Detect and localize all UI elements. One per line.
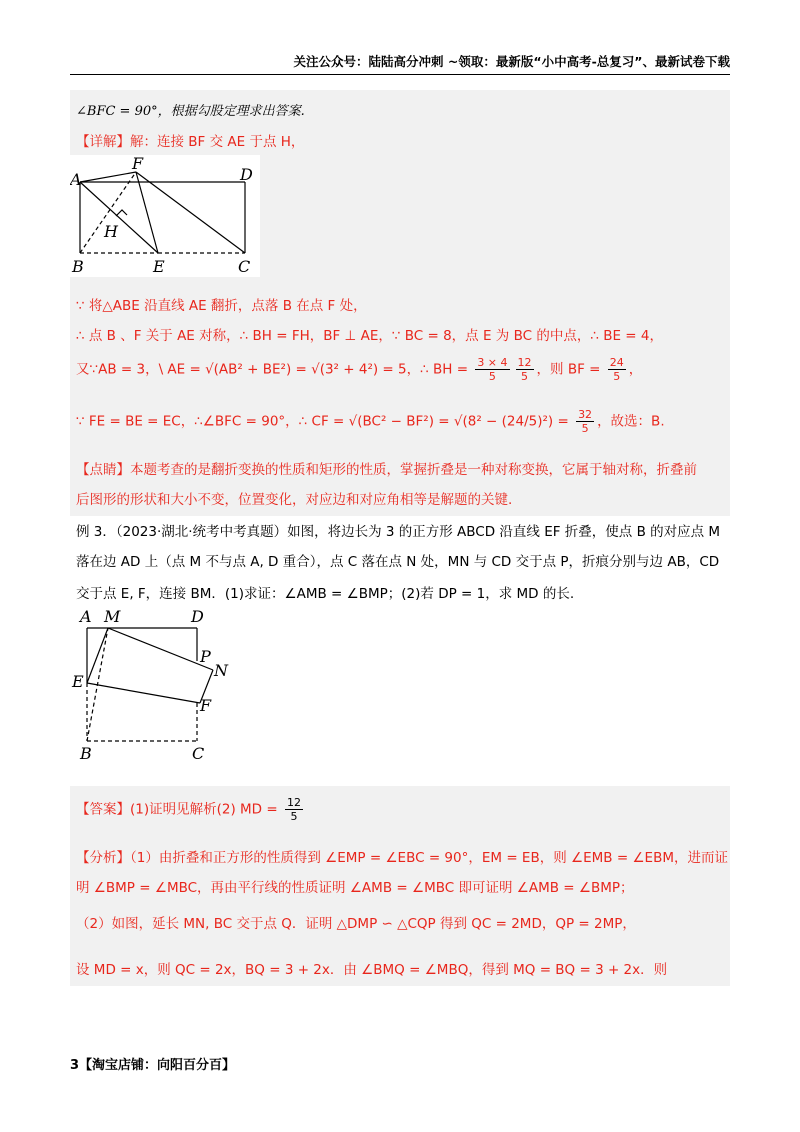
- fig1-label-f: F: [132, 155, 144, 173]
- fig1-label-d: D: [240, 165, 253, 184]
- fraction: $\frac{32}{5}$: [578, 408, 593, 435]
- text-line: ∠BFC = 90°，根据勾股定理求出答案.: [76, 104, 305, 119]
- text-line: [76, 408, 665, 435]
- fig2-label-d: D: [191, 607, 204, 626]
- fig1-label-a: A: [70, 170, 82, 189]
- analysis-line: 明 ∠BMP = ∠MBC，再由平行线的性质证明 ∠AMB = ∠MBC 即可证明 ∠AMB = ∠BMP；: [76, 880, 634, 896]
- fraction: $\frac{12}{5}$: [286, 796, 301, 823]
- figure-2-square-fold: [70, 605, 240, 765]
- detail-text: 解：连接 BF 交 AE 于点 H，: [130, 134, 305, 150]
- fig2-label-a: A: [80, 607, 92, 626]
- text-seg: ，故选：B.: [597, 413, 665, 430]
- text-line: [76, 356, 642, 383]
- page-footer: 3【淘宝店铺：向阳百分百】: [70, 1058, 236, 1073]
- fraction: $\frac{24}{5}$: [609, 356, 624, 383]
- answer-line: [76, 796, 306, 823]
- fig2-label-b: B: [80, 744, 92, 763]
- text-seg: ，则 BF =: [536, 361, 605, 378]
- analysis-line: （2）如图，延长 MN, BC 交于点 Q．证明 △DMP ∽ △CQP 得到 QC = 2MD，QP = 2MP，: [76, 916, 636, 932]
- answer-tag: 【答案】: [76, 801, 130, 818]
- example-line: 落在边 AD 上（点 M 不与点 A, D 重合），点 C 落在点 N 处，MN 与 CD 交于点 P，折痕分别与边 AB，CD: [76, 554, 720, 570]
- text-line: ∵ 将△ABE 沿直线 AE 翻折，点落 B 在点 F 处，: [76, 298, 367, 314]
- fig2-label-f: F: [200, 696, 212, 715]
- fig1-label-h: H: [104, 222, 118, 241]
- analysis-line: 设 MD = x，则 QC = 2x，BQ = 3 + 2x．由 ∠BMQ = ∠MBQ，得到 MQ = BQ = 3 + 2x．则: [76, 962, 668, 978]
- point-line: 后图形的形状和大小不变，位置变化，对应边和对应角相等是解题的关键.: [76, 492, 513, 508]
- analysis-line: 【分析】（1）由折叠和正方形的性质得到 ∠EMP = ∠EBC = 90°，EM = EB，则 ∠EMB = ∠EBM，进而证: [76, 850, 728, 866]
- fig2-label-m: M: [104, 607, 121, 626]
- fig1-label-e: E: [153, 257, 165, 276]
- text-line: ∴ 点 B 、F 关于 AE 对称，∴ BH = FH，BF ⊥ AE，∵ BC = 8，点 E 为 BC 的中点，∴ BE = 4，: [76, 328, 663, 344]
- example-line: 例 3．（2023·湖北·统考中考真题）如图，将边长为 3 的正方形 ABCD 沿直线 EF 折叠，使点 B 的对应点 M: [76, 524, 721, 540]
- text-seg: 又∵AB = 3，\ AE = √(AB² + BE²) = √(3² + 4²) = 5，∴ BH =: [76, 361, 473, 378]
- page-header: 关注公众号：陆陆高分冲刺 ~领取：最新版“小中高考-总复习”、最新试卷下载: [70, 52, 730, 75]
- detail-line: [76, 130, 304, 150]
- fig2-label-p: P: [200, 647, 211, 666]
- fig2-label-e: E: [72, 672, 84, 691]
- figure-1-rectangle: [70, 155, 260, 277]
- fig1-label-c: C: [238, 257, 251, 276]
- text-seg: ，: [628, 361, 643, 378]
- fig2-label-c: C: [192, 744, 205, 763]
- fraction: $\frac{3 \times 4}{5}$: [477, 356, 508, 383]
- detail-tag: 【详解】: [76, 134, 130, 150]
- text-seg: ∵ FE = BE = EC，∴∠BFC = 90°，∴ CF = √(BC² − BF²) = √(8² − (24/5)²) =: [76, 413, 574, 430]
- fig2-label-n: N: [214, 661, 228, 680]
- fig1-label-b: B: [72, 257, 84, 276]
- answer-text: (1)证明见解析(2) MD =: [130, 801, 282, 818]
- example-line: 交于点 E, F，连接 BM．(1)求证：∠AMB = ∠BMP；(2)若 DP = 1，求 MD 的长.: [76, 586, 575, 602]
- fraction: $\frac{12}{5}$: [517, 356, 532, 383]
- point-line: 【点睛】本题考查的是翻折变换的性质和矩形的性质，掌握折叠是一种对称变换，它属于轴对称，折叠前: [76, 462, 697, 478]
